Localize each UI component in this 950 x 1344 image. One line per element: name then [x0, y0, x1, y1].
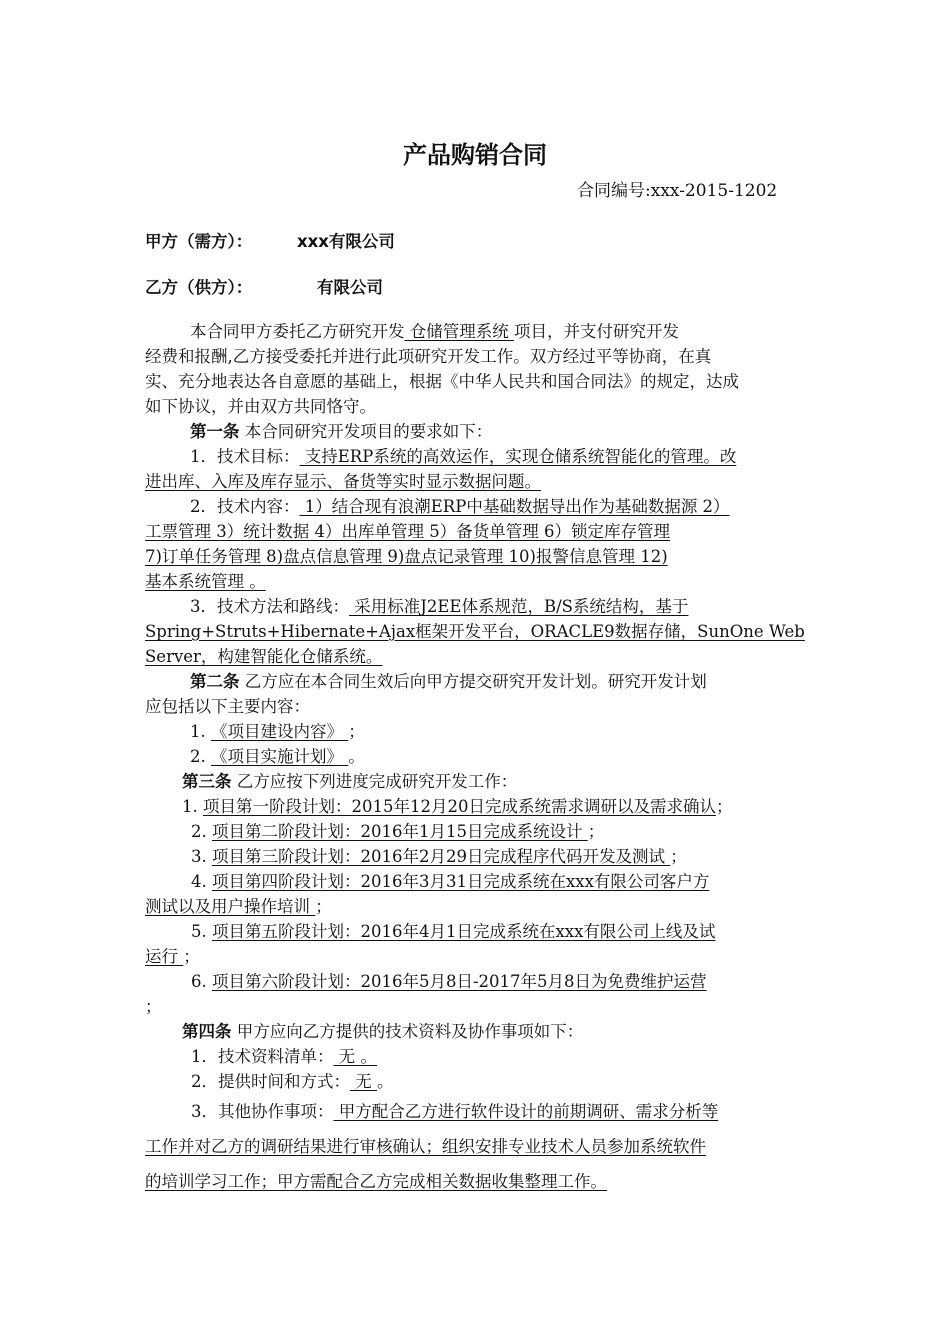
- item-label: 3．其他协作事项：: [191, 1102, 334, 1121]
- item-number: 6.: [191, 972, 207, 991]
- tech-method-cont: [145, 619, 807, 644]
- item-value: 无 。: [333, 1047, 377, 1066]
- article-text: 乙方应在本合同生效后向甲方提交研究开发计划。研究开发计划: [239, 672, 707, 691]
- punctuation: ；: [587, 822, 605, 841]
- item-number: 5.: [191, 922, 207, 941]
- cooperation-item-cont: [145, 1129, 807, 1164]
- punctuation: ；: [183, 947, 200, 966]
- item-label: 1．技术资料清单：: [191, 1047, 334, 1066]
- cooperation-item-cont: [145, 1164, 807, 1199]
- article-label: 第四条: [182, 1022, 232, 1041]
- schedule-item: [145, 919, 807, 944]
- article-label: 第二条: [190, 672, 240, 691]
- schedule-item: [145, 844, 807, 869]
- item-value: 甲方配合乙方进行软件设计的前期调研、需求分析等: [333, 1102, 719, 1121]
- item-value: 《项目建设内容》: [211, 722, 349, 741]
- plan-item: [145, 744, 807, 769]
- punctuation: 。: [377, 1072, 394, 1091]
- party-a-name: xxx有限公司: [297, 232, 395, 251]
- punctuation: ；: [348, 722, 365, 741]
- item-number: 1.: [182, 797, 198, 816]
- item-label: 1．技术目标：: [190, 447, 300, 466]
- article-label: 第一条: [190, 422, 240, 441]
- schedule-item: [145, 819, 807, 844]
- item-label: 2．提供时间和方式：: [191, 1072, 350, 1091]
- item-label: 3．技术方法和路线：: [190, 597, 349, 616]
- tech-method-cont: [145, 644, 807, 669]
- party-a: [145, 228, 395, 252]
- tech-content: [145, 494, 807, 519]
- cooperation-item: [145, 1094, 807, 1129]
- schedule-item-cont: [145, 894, 807, 919]
- item-value: 1）结合现有浪潮ERP中基础数据导出作为基础数据源 2）: [299, 497, 730, 516]
- item-value: 《项目实施计划》: [211, 747, 349, 766]
- item-value: 项目第二阶段计划：2016年1月15日完成系统设计: [212, 822, 588, 841]
- intro-line: 如下协议，并由双方共同恪守。: [145, 397, 376, 416]
- tech-method: [145, 594, 807, 619]
- article-2-cont: 应包括以下主要内容：: [145, 697, 310, 716]
- item-value: 工票管理 3）统计数据 4）出库单管理 5）备货单管理 6）锁定库存管理: [145, 522, 670, 541]
- schedule-item: [145, 969, 807, 994]
- item-value: 项目第六阶段计划：2016年5月8日-2017年5月8日为免费维护运营: [212, 972, 707, 991]
- punctuation: ；: [315, 897, 332, 916]
- item-value: 工作并对乙方的调研结果进行审核确认；组织安排专业技术人员参加系统软件: [145, 1137, 706, 1156]
- item-number: 1.: [190, 722, 206, 741]
- cooperation-item: [145, 1069, 807, 1094]
- item-value: 的培训学习工作；甲方需配合乙方完成相关数据收集整理工作。: [145, 1172, 607, 1191]
- item-value: 项目第五阶段计划：2016年4月1日完成系统在xxx有限公司上线及试: [212, 922, 716, 941]
- article-text: 本合同研究开发项目的要求如下：: [244, 422, 493, 441]
- item-value: 项目第四阶段计划：2016年3月31日完成系统在xxx有限公司客户方: [212, 872, 710, 891]
- plan-item: [145, 719, 807, 744]
- cooperation-item: [145, 1044, 807, 1069]
- intro-line: 实、充分地表达各自意愿的基础上，根据《中华人民共和国合同法》的规定，达成: [145, 372, 739, 391]
- item-number: 2.: [191, 822, 207, 841]
- item-value: 项目第一阶段计划：2015年12月20日完成系统需求调研以及需求确认: [203, 797, 716, 816]
- party-b-label: 乙方（供方）：: [145, 278, 253, 297]
- intro-text: 项目，并支付研究开发: [514, 322, 679, 341]
- item-number: 3.: [191, 847, 207, 866]
- intro-text: 本合同甲方委托乙方研究开发: [190, 322, 405, 341]
- schedule-item-cont: ；: [145, 997, 162, 1016]
- item-value: 运行: [145, 947, 184, 966]
- contract-body: [145, 319, 807, 1199]
- project-name: 仓储管理系统: [404, 322, 514, 341]
- item-number: 4.: [191, 872, 207, 891]
- tech-content-cont: [145, 544, 807, 569]
- schedule-item: [145, 869, 807, 894]
- article-2-heading: [145, 669, 807, 694]
- item-value: 支持ERP系统的高效运作，实现仓储系统智能化的管理。改: [299, 447, 737, 466]
- item-label: 2．技术内容：: [190, 497, 300, 516]
- intro-line: [145, 319, 807, 344]
- item-value: 无: [350, 1072, 377, 1091]
- punctuation: 。: [348, 747, 365, 766]
- party-b-name: 有限公司: [317, 278, 383, 297]
- tech-content-cont: [145, 519, 807, 544]
- item-value: Spring+Struts+Hibernate+Ajax框架开发平台，ORACLE9数据存储，SunOne Web: [145, 622, 805, 641]
- schedule-item-cont: [145, 944, 807, 969]
- item-value: 项目第三阶段计划：2016年2月29日完成程序代码开发及测试: [212, 847, 671, 866]
- item-value: Server，构建智能化仓储系统。: [145, 647, 383, 666]
- party-b: [145, 274, 383, 298]
- contract-number: 合同编号:xxx-2015-1202: [577, 181, 778, 201]
- tech-goal: [145, 444, 807, 469]
- intro-line: 经费和报酬,乙方接受委托并进行此项研究开发工作。双方经过平等协商，在真: [145, 347, 712, 366]
- item-value: 进出库、入库及库存显示、备货等实时显示数据问题。: [145, 472, 541, 491]
- article-text: 甲方应向乙方提供的技术资料及协作事项如下：: [231, 1022, 584, 1041]
- punctuation: ；: [670, 847, 687, 866]
- item-value: 测试以及用户操作培训: [145, 897, 316, 916]
- tech-goal-cont: [145, 469, 807, 494]
- punctuation: ；: [715, 797, 733, 816]
- article-3-heading: [145, 769, 807, 794]
- article-1-heading: [145, 419, 807, 444]
- document-title: 产品购销合同: [403, 141, 547, 169]
- item-value: 7)订单任务管理 8)盘点信息管理 9)盘点记录管理 10)报警信息管理 12): [145, 547, 668, 566]
- article-4-heading: [145, 1019, 807, 1044]
- item-number: 2.: [190, 747, 206, 766]
- schedule-item: [145, 794, 807, 819]
- item-value: 基本系统管理 。: [145, 572, 266, 591]
- article-text: 乙方应按下列进度完成研究开发工作：: [231, 772, 518, 791]
- party-a-label: 甲方（需方）：: [145, 232, 253, 251]
- article-label: 第三条: [182, 772, 232, 791]
- tech-content-cont: [145, 569, 807, 594]
- item-value: 采用标准J2EE体系规范，B/S系统结构，基于: [349, 597, 689, 616]
